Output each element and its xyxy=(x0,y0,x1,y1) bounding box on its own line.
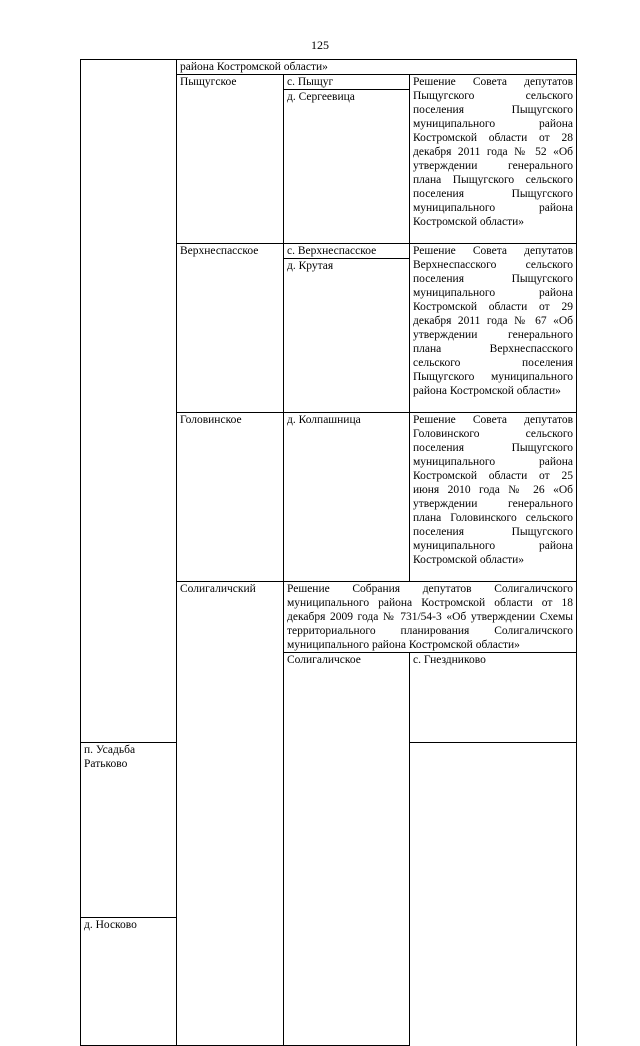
settlement-name: Пыщугское xyxy=(177,75,284,244)
settlement-name: Головинское xyxy=(177,413,284,582)
page-number: 125 xyxy=(311,38,329,52)
district-name: Солигаличский xyxy=(177,582,284,1046)
settlement-name: Солигаличское xyxy=(284,653,410,1046)
place-name: д. Носково xyxy=(81,918,177,1046)
place-name: д. Крутая xyxy=(284,259,410,413)
place-name: с. Пыщуг xyxy=(284,75,410,90)
settlement-decision: Решение Совета депутатов Пыщугского сельского поселения Пыщугского муниципального района Костромской области от 28 декабря 2011 года № 52 «Об утверждении генерального плана Пыщугского сельского поселения Пыщугского муниципального района Костромской области» xyxy=(410,75,577,244)
table-row xyxy=(81,60,577,75)
settlement-decision: Решение Совета депутатов Верхнеспасского сельского поселения Пыщугского муниципального района Костромской области от 29 декабря 2011 года № 67 «Об утверждении генерального плана Верхнеспасского сельского поселения Пыщугского муниципального района Костромской области» xyxy=(410,244,577,413)
settlement-name: Верхнеспасское xyxy=(177,244,284,413)
place-name: д. Колпашница xyxy=(284,413,410,582)
district-decision-continuation: района Костромской области» xyxy=(177,60,577,75)
district-decision: Решение Собрания депутатов Солигаличского муниципального района Костромской области от 18 декабря 2009 года № 731/54-3 «Об утверждении Схемы территориального планирования Солигаличского муниципального района Костромской области» xyxy=(284,582,577,653)
place-name: с. Верхнеспасское xyxy=(284,244,410,259)
place-name: д. Сергеевица xyxy=(284,90,410,244)
district-cell xyxy=(81,60,177,743)
place-name: п. Усадьба Ратьково xyxy=(81,743,177,918)
settlement-decision: Решение Совета депутатов Головинского сельского поселения Пыщугского муниципального района Костромской области от 25 июня 2010 года № 26 «Об утверждении генерального плана Головинского сельского поселения Пыщугского муниципального района Костромской области» xyxy=(410,413,577,582)
territorial-planning-table xyxy=(80,59,577,1046)
place-name: с. Гнездниково xyxy=(410,653,577,743)
